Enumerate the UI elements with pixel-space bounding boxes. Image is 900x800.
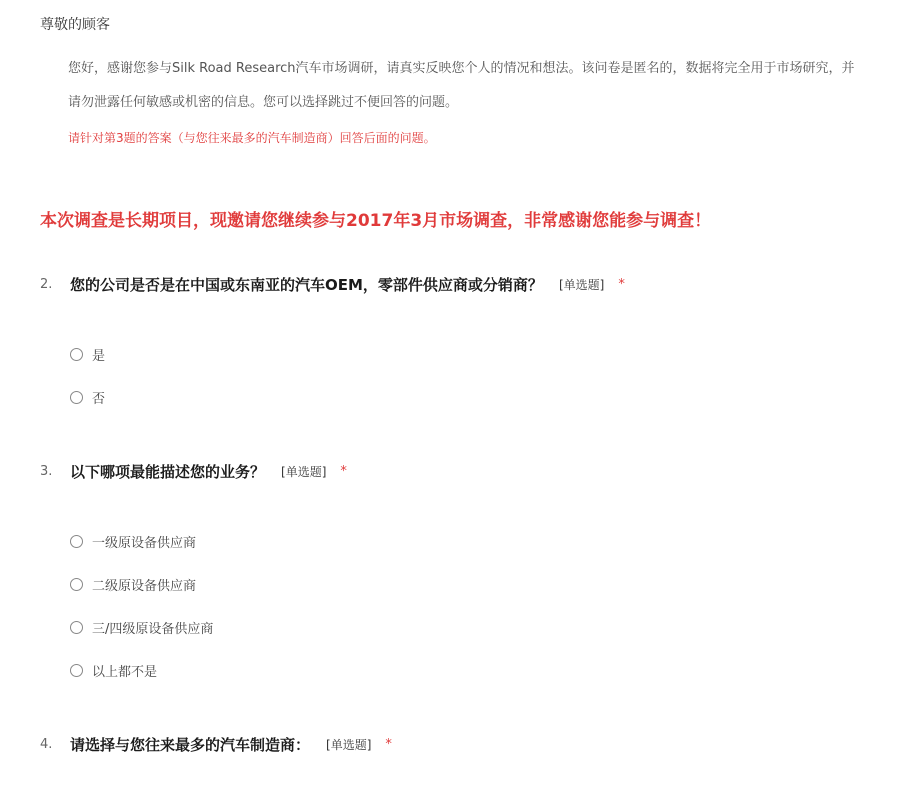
question-3-option-tier1[interactable]	[70, 531, 196, 551]
radio-button[interactable]	[70, 391, 83, 404]
survey-greeting: 尊敬的顾客	[40, 17, 110, 33]
intro-text-line-2: 请勿泄露任何敏感或机密的信息。您可以选择跳过不便回答的问题。	[68, 95, 459, 110]
radio-button[interactable]	[70, 621, 83, 634]
question-3-option-tier3-4[interactable]	[70, 617, 213, 637]
radio-button[interactable]	[70, 348, 83, 361]
option-label: 一级原设备供应商	[92, 535, 197, 551]
option-label: 二级原设备供应商	[92, 578, 197, 594]
option-label: 三/四级原设备供应商	[92, 621, 214, 637]
radio-button[interactable]	[70, 535, 83, 548]
required-marker: *	[618, 276, 625, 292]
question-number: 3.	[40, 463, 53, 479]
survey-banner: 本次调查是长期项目，现邀请您继续参与2017年3月市场调查，非常感谢您能参与调查！	[40, 211, 712, 231]
option-label: 否	[92, 391, 106, 407]
required-marker: *	[385, 736, 392, 752]
question-type-tag: [单选题]	[558, 277, 605, 292]
question-number: 2.	[40, 276, 53, 292]
question-text: 请选择与您往来最多的汽车制造商：	[70, 735, 311, 754]
option-label: 是	[92, 348, 106, 364]
option-label: 以上都不是	[92, 664, 158, 680]
question-4-title	[40, 732, 392, 756]
question-type-tag: [单选题]	[281, 464, 327, 479]
question-type-tag: [单选题]	[326, 737, 372, 752]
question-2-title	[40, 272, 625, 296]
required-marker: *	[340, 463, 347, 479]
radio-button[interactable]	[70, 664, 83, 677]
question-2-option-yes[interactable]	[70, 344, 105, 364]
question-text: 以下哪项最能描述您的业务？	[70, 462, 266, 481]
question-number: 4.	[40, 736, 53, 752]
intro-note: 请针对第3题的答案（与您往来最多的汽车制造商）回答后面的问题。	[68, 131, 436, 145]
intro-text-line-1: 您好，感谢您参与Silk Road Research汽车市场调研，请真实反映您个人的情况和想法。该问卷是匿名的，数据将完全用于市场研究，并	[68, 61, 855, 76]
question-text: 您的公司是否是在中国或东南亚的汽车OEM，零部件供应商或分销商？	[70, 275, 543, 294]
radio-button[interactable]	[70, 578, 83, 591]
question-3-option-none[interactable]	[70, 660, 157, 680]
question-3-option-tier2[interactable]	[70, 574, 196, 594]
question-2-option-no[interactable]	[70, 387, 105, 407]
question-3-title	[40, 459, 347, 483]
